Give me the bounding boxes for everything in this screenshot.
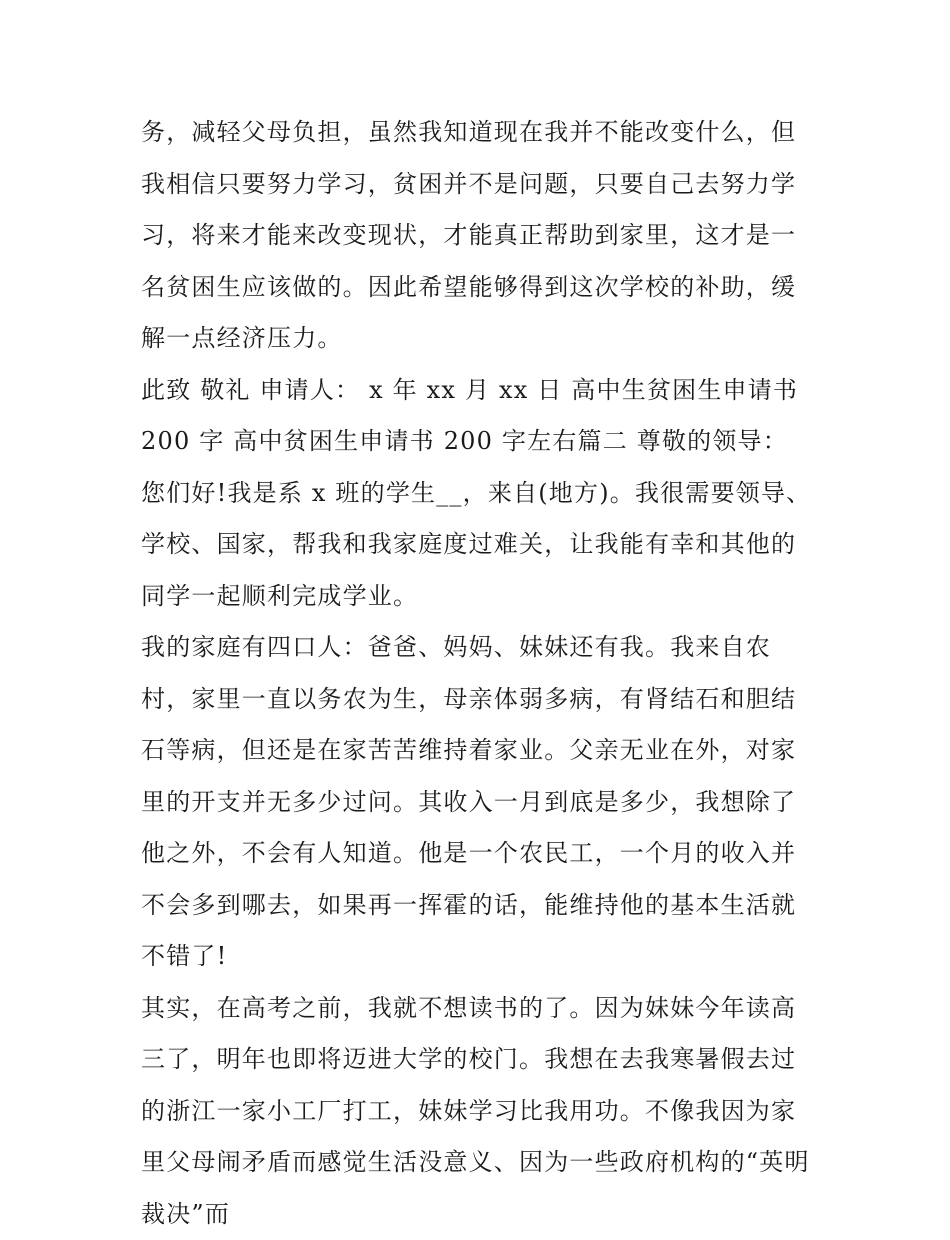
paragraph-4: 我的家庭有四口人：爸爸、妈妈、妹妹还有我。我来自农村，家里一直以务农为生，母亲体弱多病，有肾结石和胆结石等病，但还是在家苦苦维持着家业。父亲无业在外，对家里的开支并无多少过问。其收入一月到底是多少，我想除了他之外，不会有人知道。他是一个农民工，一个月的收入并不会多到哪去，如果再一挥霍的话，能维持他的基本生活就不错了!	[141, 622, 821, 983]
paragraph-5: 其实，在高考之前，我就不想读书的了。因为妹妹今年读高三了，明年也即将迈进大学的校门。我想在去我寒暑假去过的浙江一家小工厂打工，妹妹学习比我用功。不像我因为家里父母闹矛盾而感觉生活没意义、因为一些政府机构的“英明裁决”而	[141, 983, 821, 1240]
paragraph-1: 务，减轻父母负担，虽然我知道现在我并不能改变什么，但我相信只要努力学习，贫困并不是问题，只要自己去努力学习，将来才能来改变现状，才能真正帮助到家里，这才是一名贫困生应该做的。因此希望能够得到这次学校的补助，缓解一点经济压力。	[141, 107, 821, 365]
paragraph-2: 此致 敬礼 申请人： x 年 xx 月 xx 日 高中生贫困生申请书 200 字 高中贫困生申请书 200 字左右篇二 尊敬的领导：	[141, 365, 821, 468]
document-body	[141, 107, 821, 1240]
paragraph-3: 您们好!我是系 x 班的学生__，来自(地方)。我很需要领导、学校、国家，帮我和我家庭度过难关，让我能有幸和其他的同学一起顺利完成学业。	[141, 468, 821, 623]
